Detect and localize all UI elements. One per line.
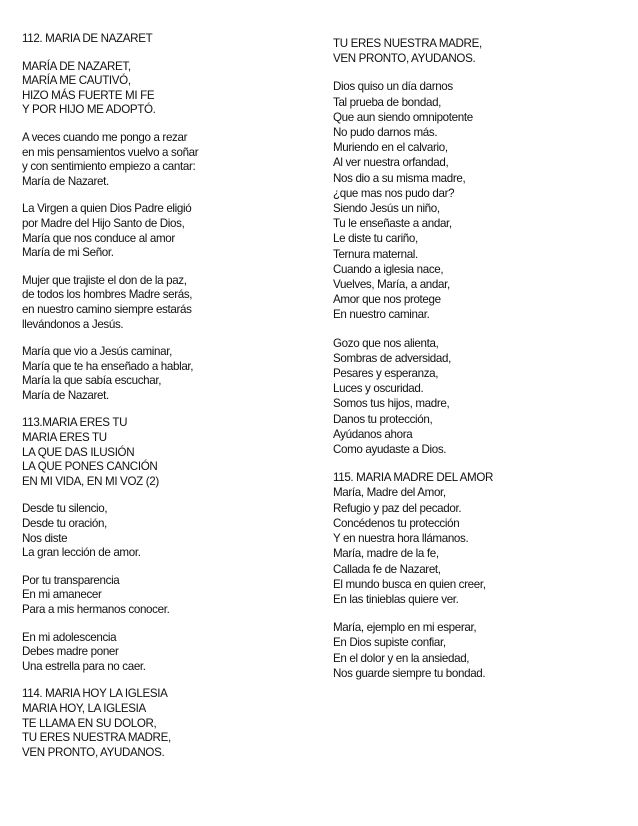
- text-line: MARIA ERES TU: [22, 431, 107, 445]
- text-line: MARÍA DE NAZARET,: [22, 59, 131, 73]
- text-line: Siendo Jesús un niño,: [333, 202, 440, 216]
- text-line: 112. MARIA DE NAZARET: [22, 32, 153, 45]
- text-line: María de mi Señor.: [22, 246, 114, 260]
- text-line: Para a mis hermanos conocer.: [22, 603, 170, 616]
- text-line: Tal prueba de bondad,: [333, 95, 442, 109]
- text-line: Una estrella para no caer.: [22, 659, 146, 673]
- left-stanza: [22, 687, 312, 760]
- text-line: VEN PRONTO, AYUDANOS.: [333, 52, 476, 66]
- stanza-gap: [333, 66, 623, 79]
- right-stanza: [333, 470, 623, 607]
- text-line: Que aun siendo omnipotente: [333, 110, 473, 124]
- left-stanza: [22, 416, 312, 489]
- text-line: TU ERES NUESTRA MADRE,: [22, 731, 171, 745]
- stanza-gap: [22, 261, 312, 274]
- text-line: María la que sabía escuchar,: [22, 374, 162, 388]
- stanza-gap: [22, 118, 312, 131]
- right-stanza: [333, 336, 623, 458]
- text-line: Ayúdanos ahora: [333, 427, 413, 441]
- text-line: Callada fe de Nazaret,: [333, 562, 441, 576]
- text-line: No pudo darnos más.: [333, 126, 438, 140]
- text-line: 113.MARIA ERES TU: [22, 416, 128, 430]
- stanza-gap: [333, 323, 623, 336]
- text-line: En Dios supiste confiar,: [333, 636, 446, 650]
- text-line: Tu le enseñaste a andar,: [333, 217, 452, 231]
- text-line: Amor que nos protege: [333, 293, 441, 307]
- text-line: Sombras de adversidad,: [333, 351, 451, 365]
- text-line: LA QUE DAS ILUSIÓN: [22, 445, 135, 459]
- right-stanza: [333, 620, 623, 681]
- text-line: Cuando a iglesia nace,: [333, 262, 444, 276]
- right-stanza: [333, 36, 623, 66]
- text-line: llevándonos a Jesús.: [22, 317, 124, 331]
- text-line: Por tu transparencia: [22, 573, 120, 587]
- text-line: VEN PRONTO, AYUDANOS.: [22, 745, 165, 759]
- text-line: Nos guarde siempre tu bondad.: [333, 666, 486, 680]
- text-line: El mundo busca en quien creer,: [333, 577, 486, 591]
- text-line: En las tinieblas quiere ver.: [333, 592, 459, 606]
- text-line: La gran lección de amor.: [22, 546, 141, 560]
- left-stanza: [22, 274, 312, 332]
- text-line: MARÍA ME CAUTIVÓ,: [22, 74, 131, 88]
- text-line: Gozo que nos alienta,: [333, 336, 439, 350]
- text-line: Dios quiso un día darnos: [333, 80, 453, 94]
- stanza-gap: [333, 457, 623, 470]
- stanza-gap: [22, 489, 312, 502]
- text-line: Muriendo en el calvario,: [333, 141, 448, 155]
- left-stanza: [22, 631, 312, 675]
- text-line: Ternura maternal.: [333, 247, 418, 261]
- left-stanza: [22, 131, 312, 189]
- left-stanza: [22, 502, 312, 560]
- text-line: En el dolor y en la ansiedad,: [333, 651, 470, 665]
- text-line: En nuestro caminar.: [333, 308, 430, 322]
- text-line: María, madre de la fe,: [333, 547, 439, 561]
- left-stanza: [22, 202, 312, 260]
- text-line: EN MI VIDA, EN MI VOZ (2): [22, 474, 159, 488]
- right-stanza: [333, 79, 623, 322]
- text-line: A veces cuando me pongo a rezar: [22, 130, 188, 144]
- stanza-gap: [333, 607, 623, 620]
- text-line: Somos tus hijos, madre,: [333, 397, 450, 411]
- text-line: Y POR HIJO ME ADOPTÓ.: [22, 103, 156, 117]
- text-line: de todos los hombres Madre serás,: [22, 288, 193, 302]
- stanza-gap: [22, 561, 312, 574]
- text-line: por Madre del Hijo Santo de Dios,: [22, 216, 185, 230]
- left-stanza: [22, 574, 312, 618]
- text-line: Refugio y paz del pecador.: [333, 501, 462, 515]
- text-line: Nos dio a su misma madre,: [333, 171, 466, 185]
- stanza-gap: [22, 47, 312, 60]
- text-line: Le diste tu cariño,: [333, 232, 418, 246]
- text-line: Concédenos tu protección: [333, 516, 460, 530]
- text-line: Al ver nuestra orfandad,: [333, 156, 449, 170]
- text-line: Vuelves, María, a andar,: [333, 278, 450, 292]
- text-line: Pesares y esperanza,: [333, 367, 439, 381]
- text-line: La Virgen a quien Dios Padre eligió: [22, 202, 192, 216]
- text-line: María, Madre del Amor,: [333, 486, 446, 500]
- text-line: En mi adolescencia: [22, 630, 117, 644]
- text-line: Luces y oscuridad.: [333, 382, 424, 396]
- text-line: Debes madre poner: [22, 645, 119, 659]
- right-column: [333, 36, 623, 681]
- text-line: en mis pensamientos vuelvo a soñar: [22, 145, 199, 159]
- text-line: en nuestro camino siempre estarás: [22, 302, 192, 316]
- text-line: TU ERES NUESTRA MADRE,: [333, 37, 482, 50]
- left-stanza: [22, 32, 312, 47]
- text-line: María que nos conduce al amor: [22, 231, 175, 245]
- text-line: Nos diste: [22, 531, 68, 545]
- text-line: María que te ha enseñado a hablar,: [22, 359, 194, 373]
- stanza-gap: [22, 332, 312, 345]
- text-line: TE LLAMA EN SU DOLOR,: [22, 716, 157, 730]
- text-line: María de Nazaret.: [22, 174, 109, 188]
- text-line: María que vio a Jesús caminar,: [22, 345, 172, 359]
- text-line: LA QUE PONES CANCIÓN: [22, 460, 158, 474]
- text-line: Desde tu silencio,: [22, 502, 108, 516]
- text-line: MARIA HOY, LA IGLESIA: [22, 701, 146, 715]
- left-stanza: [22, 345, 312, 403]
- text-line: Como ayudaste a Dios.: [333, 443, 447, 457]
- text-line: 114. MARIA HOY LA IGLESIA: [22, 687, 168, 701]
- text-line: María, ejemplo en mi esperar,: [333, 621, 477, 635]
- stanza-gap: [22, 403, 312, 416]
- text-line: María de Nazaret.: [22, 388, 109, 402]
- stanza-gap: [22, 189, 312, 202]
- text-line: y con sentimiento empiezo a cantar:: [22, 160, 196, 174]
- text-line: HIZO MÁS FUERTE MI FE: [22, 88, 155, 102]
- text-line: ¿que mas nos pudo dar?: [333, 186, 455, 200]
- text-line: 115. MARIA MADRE DEL AMOR: [333, 471, 494, 485]
- stanza-gap: [22, 618, 312, 631]
- text-line: Danos tu protección,: [333, 412, 433, 426]
- stanza-gap: [22, 674, 312, 687]
- left-stanza: [22, 60, 312, 118]
- text-line: En mi amanecer: [22, 588, 102, 602]
- text-line: Y en nuestra hora llámanos.: [333, 532, 469, 546]
- left-column: [22, 32, 312, 760]
- text-line: Mujer que trajiste el don de la paz,: [22, 273, 187, 287]
- text-line: Desde tu oración,: [22, 517, 107, 531]
